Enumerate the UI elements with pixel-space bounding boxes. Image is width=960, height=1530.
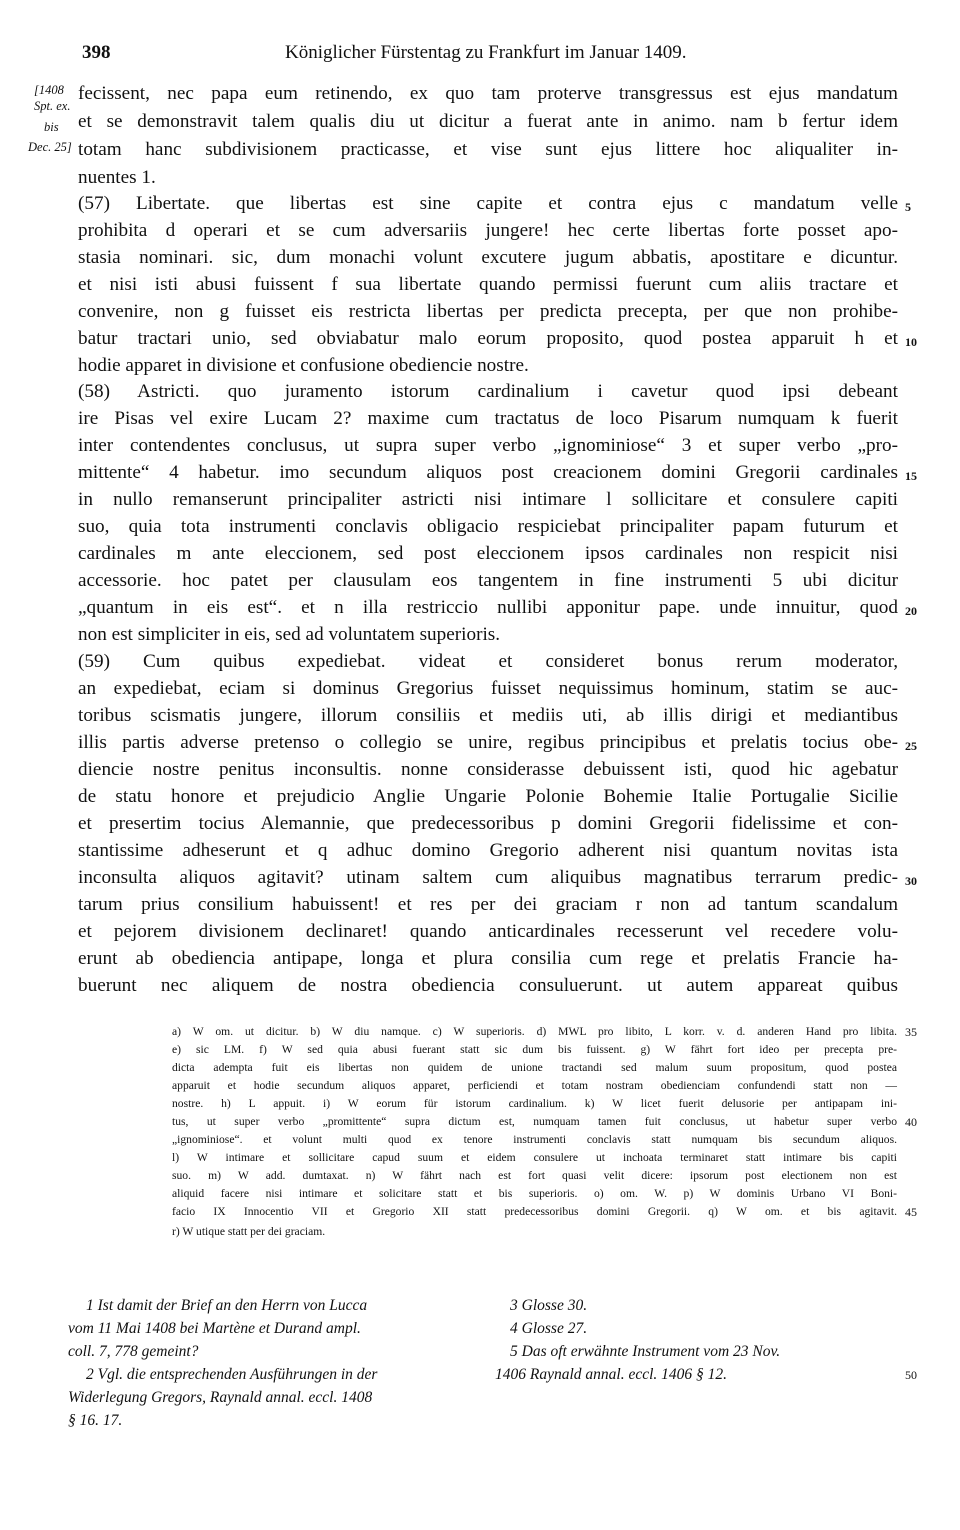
apparatus-line: r) W utique statt per dei graciam. [172,1225,326,1238]
margin-note-dec: Dec. 25] [28,140,72,154]
footnote-line: Widerlegung Gregors, Raynald annal. eccl. 1408 [68,1389,373,1406]
apparatus-line: l) W intimare et sollicitare capud suum et eidem consulere ut inchoata terminaret statt intimare bis capiti [172,1151,897,1164]
main-text-line: diencie nostre penitus inconsultis. nonne considerasse debuissent isti, quod hic agebatur [78,759,898,780]
main-text-line: illis partis adverse pretenso o collegio se unire, regibus principibus et prelatis tocius obe- [78,732,898,753]
line-number: 50 [905,1368,917,1382]
footnote-line: 3 Glosse 30. [510,1297,588,1314]
main-text-line: ire Pisas vel exire Lucam 2? maxime cum tractatus de loco Pisarum numquam k fuerit [78,408,898,429]
main-text-line: inconsulta aliquos agitavit? utinam saltem cum aliquibus magnatibus terrarum predic- [78,867,898,888]
margin-note-bis: bis [44,120,59,134]
main-text-line: tarum prius consilium habuissent! et res per dei graciam r non ad tantum scandalum [78,894,898,915]
main-text-line: (59) Cum quibus expediebat. videat et consideret bonus rerum moderator, [78,651,898,672]
apparatus-line: e) sic LM. f) W sed quia abusi fuerant statt sic dum bis fuissent. g) W fährt fort ideo per precepta pre- [172,1043,897,1056]
main-text-line: totam hanc subdivisionem practicasse, et vise sunt ejus littere hoc aliqualiter in- [78,139,898,160]
main-text-line: cardinales m ante eleccionem, sed post eleccionem ipsos cardinales non respicit nisi [78,543,898,564]
main-text-line: et nisi isti abusi fuissent f sua libertate quando permissi fuerunt cum aliis tractare et [78,274,898,295]
main-text-line: an expediebat, eciam si dominus Gregorius fuisset nequissimus hominum, statim se auc- [78,678,898,699]
main-text-line: „quantum in eis est“. et n illa restriccio nullibi apponitur pape. unde innuitur, quod [78,597,898,618]
footnote-line: 1 Ist damit der Brief an den Herrn von Lucca [86,1297,368,1314]
footnote-line: 2 Vgl. die entsprechenden Ausführungen in der [86,1366,378,1383]
margin-note-year: [1408 [34,83,64,97]
apparatus-line: aliquid facere nisi intimare et solicitare statt et bis superioris. o) om. W. p) W dominis Urbano VI Boni- [172,1187,897,1200]
main-text-line: mittente“ 4 habetur. imo secundum aliquos post creacionem domini Gregorii cardinales [78,462,898,483]
line-number: 25 [905,739,917,753]
main-text-line: et se demonstravit talem qualis diu ut dicitur a fuerat ante in animo. nam b fertur idem [78,111,898,132]
line-number: 30 [905,874,917,888]
line-number: 15 [905,469,917,483]
main-text-line: batur tractari unio, sed obviabatur malo eorum proposito, quod postea apparuit h et [78,328,898,349]
main-text-line: erunt ab obediencia antipape, longa et plura consilia cum rege et prelatis Francie ha- [78,948,898,969]
apparatus-line: facio IX Innocentio VII et Gregorio XII statt predecessoribus domini Gregorii. q) W om. et bis agitavit. [172,1205,897,1218]
footnote-line: vom 11 Mai 1408 bei Martène et Durand ampl. [68,1320,361,1337]
main-text-line: suo, quia tota instrumenti conclavis obligacio respiciebat principaliter papam futurum et [78,516,898,537]
main-text-line: inter contendentes conclusus, ut supra super verbo „ignominiose“ 3 et super verbo „pro- [78,435,898,456]
apparatus-line: tus, ut super verbo „promittente“ supra dictum est, numquam tamen fuit conclusus, ut habetur super verbo [172,1115,897,1128]
main-text-line: (58) Astricti. quo juramento istorum cardinalium i cavetur quod ipsi debeant [78,381,898,402]
margin-note-date: Spt. ex. [34,99,71,113]
main-text-line: non est simpliciter in eis, sed ad voluntatem superioris. [78,624,501,645]
main-text-line: (57) Libertate. que libertas est sine capite et contra ejus c mandatum velle [78,193,898,214]
apparatus-line: suo. m) W add. dumtaxat. n) W fährt nach est fort quasi velit dicere: ipsorum post electionem non est [172,1169,897,1182]
footnote-line: 4 Glosse 27. [510,1320,588,1337]
main-text-line: stantissime adheserunt et q adhuc domino Gregorio adherent nisi quantum novitas ista [78,840,898,861]
main-text-line: in nullo remanserunt principaliter astricti nisi intimare l sollicitare et consulere capiti [78,489,898,510]
footnote-line: § 16. 17. [68,1412,123,1429]
main-text-line: nuentes 1. [78,167,156,188]
line-number: 5 [905,200,911,214]
main-text-line: toribus scismatis jungere, illorum consiliis et mediis uti, ab illis dirigi et mediantibus [78,705,898,726]
line-number: 45 [905,1205,917,1219]
apparatus-line: apparuit et hodie secundum aliquos apparet, perficiendi et totam nostram obedienciam confundendi statt non — [172,1079,897,1092]
main-text-line: buerunt nec aliquem de nostra obediencia consuluerunt. ut autem appareat quibus [78,975,898,996]
apparatus-line: dicta adempta fuit eis libertas non quidem de unione tractandi sed malum suum propositum, quod postea [172,1061,897,1074]
line-number: 35 [905,1025,917,1039]
main-text-line: convenire, non g fuisset eis restricta libertas per predicta precepta, per que non prohibe- [78,301,898,322]
main-text-line: fecissent, nec papa eum retinendo, ex quo tam proterve transgressus est ejus mandatum [78,83,898,104]
line-number: 10 [905,335,917,349]
apparatus-line: „ignominiose“. et volunt multi quod ex tenore instrumenti conclavis statt numquam bis secundum aliquos. [172,1133,897,1146]
apparatus-line: nostre. h) L appuit. i) W eorum für istorum cardinalium. k) W licet fuerit delusorie per antipapam ini- [172,1097,897,1110]
main-text-line: stasia nominari. sic, dum monachi volunt excutere jugum abbatis, apostitare e dicuntur. [78,247,898,268]
footnote-line: 5 Das oft erwähnte Instrument vom 23 Nov. [510,1343,781,1360]
running-title: Königlicher Fürstentag zu Frankfurt im Januar 1409. [285,42,687,63]
main-text-line: hodie apparet in divisione et confusione obediencie nostre. [78,355,529,376]
main-text-line: accessorie. hoc patet per clausulam eos tangentem in fine instrumenti 5 ubi dicitur [78,570,898,591]
main-text-line: et pejorem divisionem declinaret! quando anticardinales recesserunt vel recedere volu- [78,921,898,942]
main-text-line: et presertim tocius Alemannie, que predecessoribus p domini Gregorii fidelissime et con- [78,813,898,834]
footnote-line: 1406 Raynald annal. eccl. 1406 § 12. [495,1366,728,1383]
line-number: 40 [905,1115,917,1129]
main-text-line: de statu honore et prejudicio Anglie Ungarie Polonie Bohemie Italie Portugalie Sicilie [78,786,898,807]
page-number: 398 [82,42,111,63]
footnote-line: coll. 7, 778 gemeint? [68,1343,199,1360]
line-number: 20 [905,604,917,618]
main-text-line: prohibita d operari et se cum adversariis jungere! hec certe libertas forte posset apo- [78,220,898,241]
apparatus-line: a) W om. ut dicitur. b) W diu namque. c) W superioris. d) MWL pro libito, L korr. v. d. anderen Hand pro libita. [172,1025,897,1038]
